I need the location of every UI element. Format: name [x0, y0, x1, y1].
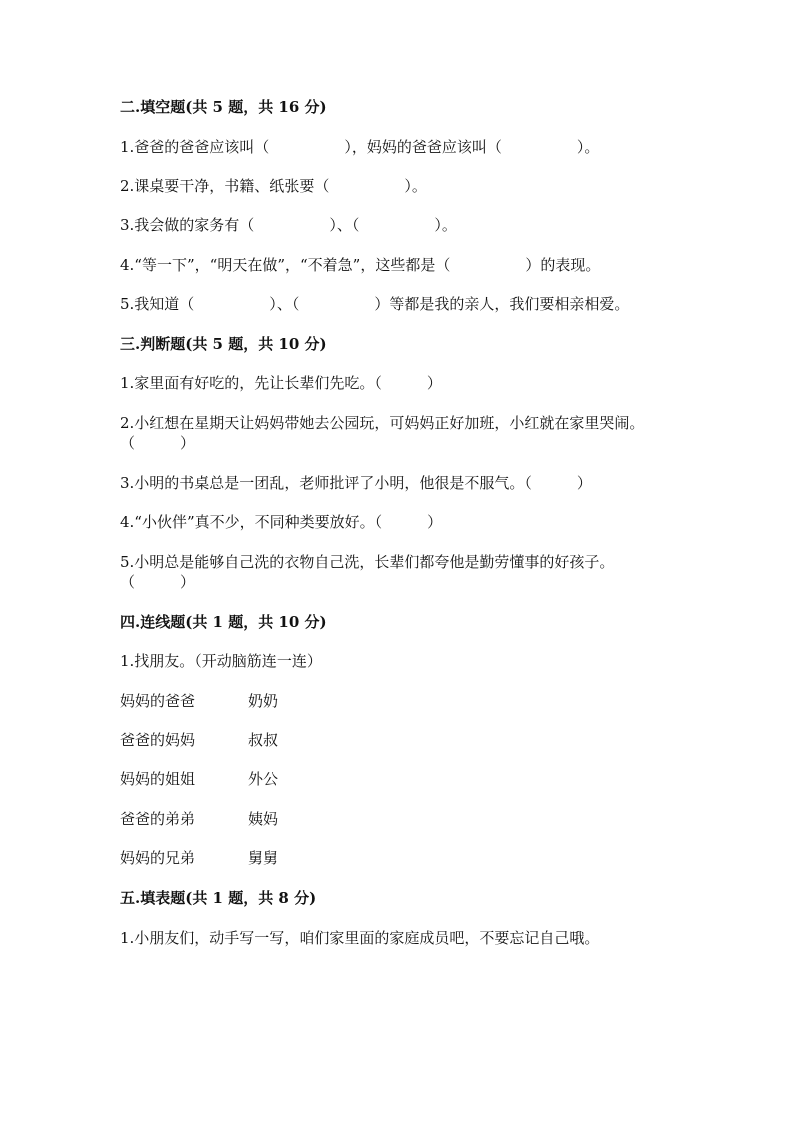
- section-heading-true-false: 三.判断题(共 5 题，共 10 分): [120, 335, 327, 353]
- section-heading-table-fill: 五.填表题(共 1 题，共 8 分): [120, 889, 317, 907]
- question-judge-2: 2.小红想在星期天让妈妈带她去公园玩，可妈妈正好加班，小红就在家里哭闹。（ ）: [120, 414, 645, 452]
- section-heading-matching: 四.连线题(共 1 题，共 10 分): [120, 613, 327, 631]
- question-judge-1: 1.家里面有好吃的，先让长辈们先吃。（ ）: [120, 374, 442, 392]
- question-table-1: 1.小朋友们，动手写一写，咱们家里面的家庭成员吧，不要忘记自己哦。: [120, 929, 600, 947]
- matching-right-item: 外公: [248, 770, 279, 788]
- question-judge-3: 3.小明的书桌总是一团乱，老师批评了小明，他很是不服气。（ ）: [120, 474, 592, 492]
- matching-right-item: 奶奶: [248, 692, 279, 710]
- question-judge-4: 4.“小伙伴”真不少，不同种类要放好。（ ）: [120, 513, 443, 531]
- matching-right-item: 叔叔: [248, 731, 279, 749]
- question-fill-3: 3.我会做的家务有（ ）、（ ）。: [120, 216, 457, 234]
- section-heading-fill-blank: 二.填空题(共 5 题，共 16 分): [120, 98, 327, 116]
- matching-left-item: 妈妈的兄弟: [120, 849, 196, 867]
- question-fill-5: 5.我知道（ ）、（ ）等都是我的亲人，我们要相亲相爱。: [120, 295, 630, 313]
- matching-left-item: 爸爸的弟弟: [120, 810, 196, 828]
- matching-right-item: 姨妈: [248, 810, 279, 828]
- question-fill-4: 4.“等一下”，“明天在做”，“不着急”，这些都是（ ）的表现。: [120, 256, 601, 274]
- matching-left-item: 妈妈的姐姐: [120, 770, 196, 788]
- matching-left-item: 妈妈的爸爸: [120, 692, 196, 710]
- question-fill-2: 2.课桌要干净，书籍、纸张要（ ）。: [120, 177, 427, 195]
- matching-left-item: 爸爸的妈妈: [120, 731, 196, 749]
- question-matching-1: 1.找朋友。（开动脑筋连一连）: [120, 652, 322, 670]
- question-fill-1: 1.爸爸的爸爸应该叫（ ），妈妈的爸爸应该叫（ ）。: [120, 138, 600, 156]
- question-judge-5: 5.小明总是能够自己洗的衣物自己洗，长辈们都夸他是勤劳懂事的好孩子。（ ）: [120, 553, 615, 591]
- matching-right-item: 舅舅: [248, 849, 279, 867]
